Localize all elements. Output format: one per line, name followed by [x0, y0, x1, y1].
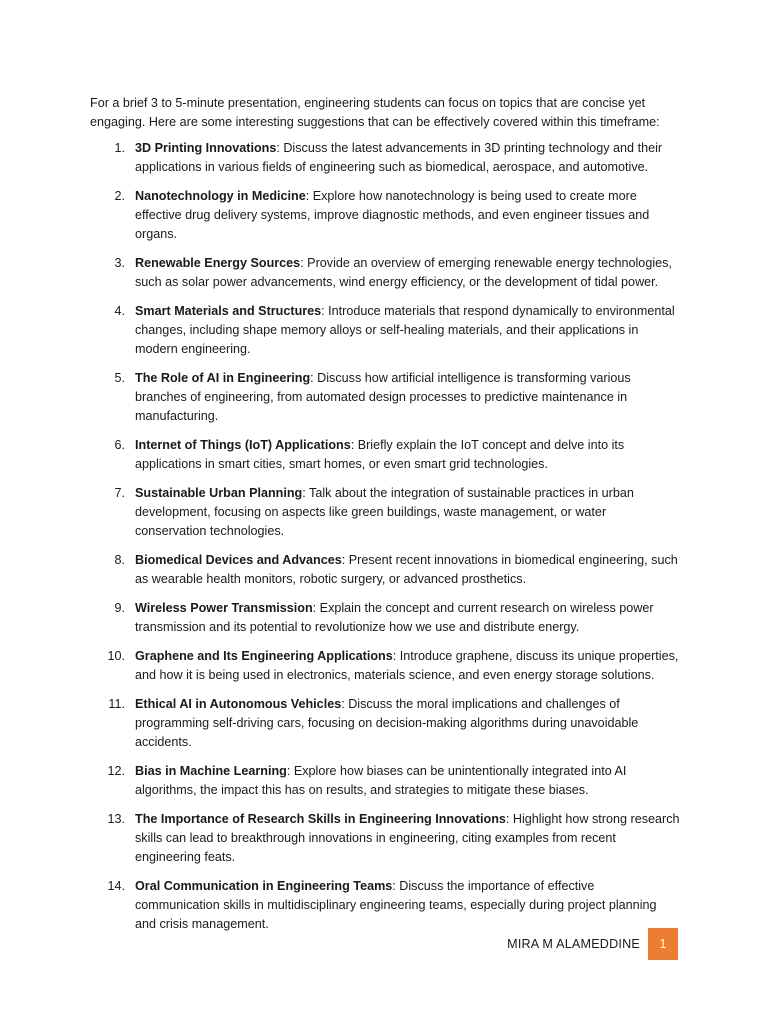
- item-description: : Talk about the integration of sustainable practices in urban development, focusing on aspects like green buildings, waste management, or water conservation technologies.: [135, 486, 634, 538]
- list-item: [90, 369, 680, 426]
- item-number: 10.: [107, 649, 125, 663]
- item-title: Smart Materials and Structures: [135, 304, 322, 318]
- item-description: : Discuss the importance of effective communication skills in multidisciplinary engineering teams, especially during project planning and crisis management.: [135, 879, 657, 931]
- item-description: : Provide an overview of emerging renewable energy technologies, such as solar power advancements, wind energy efficiency, or the development of tidal power.: [135, 256, 672, 289]
- item-title: Graphene and Its Engineering Applications: [135, 649, 393, 663]
- item-number: 14.: [107, 879, 125, 893]
- item-title: The Importance of Research Skills in Engineering Innovations: [135, 812, 506, 826]
- item-number: 12.: [107, 764, 125, 778]
- item-title: Internet of Things (IoT) Applications: [135, 438, 351, 452]
- item-number: 11.: [108, 697, 125, 711]
- list-item: [90, 436, 680, 474]
- intro-paragraph: For a brief 3 to 5-minute presentation, engineering students can focus on topics that are concise yet engaging. Here are some interesting suggestions that can be effectively covered within this timeframe:: [90, 96, 660, 129]
- list-item: [90, 695, 680, 752]
- list-item: [90, 254, 680, 292]
- page-footer: [507, 928, 678, 960]
- item-description: : Introduce materials that respond dynamically to environmental changes, including shape memory alloys or self-healing materials, and their applications in modern engineering.: [135, 304, 675, 356]
- author-name: MIRA M ALAMEDDINE: [507, 937, 640, 951]
- item-title: Biomedical Devices and Advances: [135, 553, 342, 567]
- item-description: : Introduce graphene, discuss its unique properties, and how it is being used in electronics, materials science, and even energy storage solutions.: [135, 649, 679, 682]
- item-description: : Discuss the moral implications and challenges of programming self-driving cars, focusing on decision-making algorithms during unavoidable accidents.: [135, 697, 639, 749]
- item-title: The Role of AI in Engineering: [135, 371, 311, 385]
- item-title: Nanotechnology in Medicine: [135, 189, 306, 203]
- item-title: Wireless Power Transmission: [135, 601, 313, 615]
- list-item: [90, 551, 680, 589]
- item-number: 8.: [114, 553, 125, 567]
- item-number: 5.: [114, 371, 125, 385]
- item-description: : Highlight how strong research skills can lead to breakthrough innovations in engineering, citing examples from recent engineering feats.: [135, 812, 680, 864]
- item-description: : Discuss the latest advancements in 3D printing technology and their applications in various fields of engineering such as biomedical, aerospace, and automotive.: [135, 141, 663, 174]
- list-item: [90, 599, 680, 637]
- item-number: 9.: [114, 601, 125, 615]
- topic-list: [90, 139, 680, 934]
- item-number: 2.: [114, 189, 125, 203]
- list-item: [90, 810, 680, 867]
- list-item: [90, 762, 680, 800]
- item-description: : Briefly explain the IoT concept and delve into its applications in smart cities, smart homes, or even smart grid technologies.: [135, 438, 625, 471]
- item-number: 6.: [114, 438, 125, 452]
- item-description: : Explore how nanotechnology is being used to create more effective drug delivery systems, improve diagnostic methods, and even engineer tissues and organs.: [135, 189, 650, 241]
- item-title: Sustainable Urban Planning: [135, 486, 303, 500]
- page-number-badge: 1: [648, 928, 678, 960]
- item-description: : Discuss how artificial intelligence is transforming various branches of engineering, from automated design processes to predictive maintenance in manufacturing.: [135, 371, 631, 423]
- list-item: [90, 647, 680, 685]
- item-title: Bias in Machine Learning: [135, 764, 287, 778]
- item-title: Ethical AI in Autonomous Vehicles: [135, 697, 342, 711]
- list-item: [90, 484, 680, 541]
- list-item: [90, 187, 680, 244]
- item-description: : Explain the concept and current research on wireless power transmission and its potential to revolutionize how we use and distribute energy.: [135, 601, 654, 634]
- item-number: 3.: [114, 256, 125, 270]
- item-description: : Explore how biases can be unintentionally integrated into AI algorithms, the impact this has on results, and strategies to mitigate these biases.: [135, 764, 627, 797]
- list-item: [90, 877, 680, 934]
- item-number: 7.: [114, 486, 125, 500]
- list-item: [90, 139, 680, 177]
- item-description: : Present recent innovations in biomedical engineering, such as wearable health monitors, robotic surgery, or advanced prosthetics.: [135, 553, 678, 586]
- item-title: Oral Communication in Engineering Teams: [135, 879, 393, 893]
- list-item: [90, 302, 680, 359]
- item-number: 1.: [114, 141, 125, 155]
- item-title: 3D Printing Innovations: [135, 141, 277, 155]
- item-title: Renewable Energy Sources: [135, 256, 301, 270]
- item-number: 4.: [114, 304, 125, 318]
- item-number: 13.: [107, 812, 125, 826]
- document-body: [90, 94, 680, 944]
